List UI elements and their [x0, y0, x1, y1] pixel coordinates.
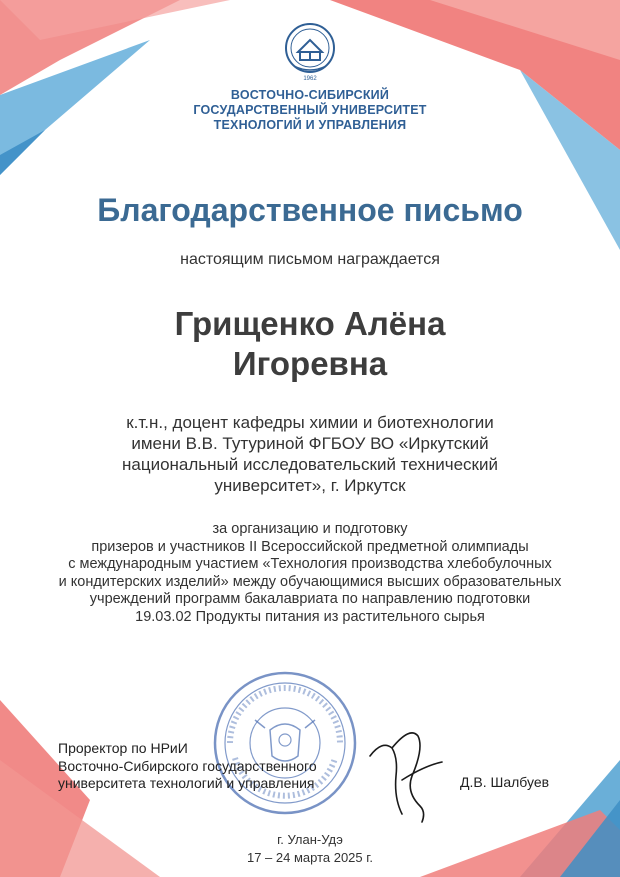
affiliation-line: национальный исследовательский технический	[122, 455, 498, 474]
signatory-position-line: Проректор по НРиИ	[58, 740, 188, 756]
university-name-line: ГОСУДАРСТВЕННЫЙ УНИВЕРСИТЕТ	[193, 103, 427, 117]
award-reason	[0, 521, 620, 626]
footer-dates: 17 – 24 марта 2025 г.	[246, 850, 374, 865]
letter-subtitle: настоящим письмом награждается	[180, 251, 440, 268]
recipient-name-line: Грищенко Алёна	[174, 305, 446, 342]
affiliation-line: имени В.В. Тутуриной ФГБОУ ВО «Иркутский	[131, 434, 489, 453]
affiliation-line: университет», г. Иркутск	[214, 476, 406, 495]
top-left-pink-ribbon	[0, 0, 230, 40]
signatory-position-line: Восточно-Сибирского государственного	[58, 757, 317, 774]
university-name-line: ТЕХНОЛОГИЙ И УПРАВЛЕНИЯ	[213, 118, 407, 132]
recipient-name	[0, 304, 620, 384]
reason-line: за организацию и подготовку	[212, 521, 408, 537]
signature-icon	[362, 718, 452, 828]
reason-line: с международным участием «Технология производства хлебобулочных	[68, 556, 552, 572]
signatory-position-line: университета технологий и управления	[58, 775, 315, 791]
letter-title: Благодарственное письмо	[97, 192, 523, 228]
footer	[0, 831, 620, 867]
reason-line: и кондитерских изделий» между обучающимися высших образовательных	[58, 573, 562, 590]
signatory-position	[58, 740, 317, 793]
university-name-line: ВОСТОЧНО-СИБИРСКИЙ	[230, 88, 390, 102]
emblem-year: 1962	[303, 76, 317, 82]
signatory-name: Д.В. Шалбуев	[460, 774, 550, 790]
recipient-name-line: Игоревна	[232, 345, 388, 382]
reason-line: 19.03.02 Продукты питания из растительного сырья	[135, 608, 485, 625]
reason-line: учреждений программ бакалавриата по направлению подготовки	[89, 591, 531, 607]
university-name	[0, 88, 620, 133]
footer-city: г. Улан-Удэ	[277, 832, 343, 847]
university-emblem-icon	[284, 22, 336, 82]
recipient-affiliation	[0, 412, 620, 496]
affiliation-line: к.т.н., доцент кафедры химии и биотехнологии	[126, 413, 494, 432]
reason-line: призеров и участников II Всероссийской предметной олимпиады	[91, 538, 529, 555]
